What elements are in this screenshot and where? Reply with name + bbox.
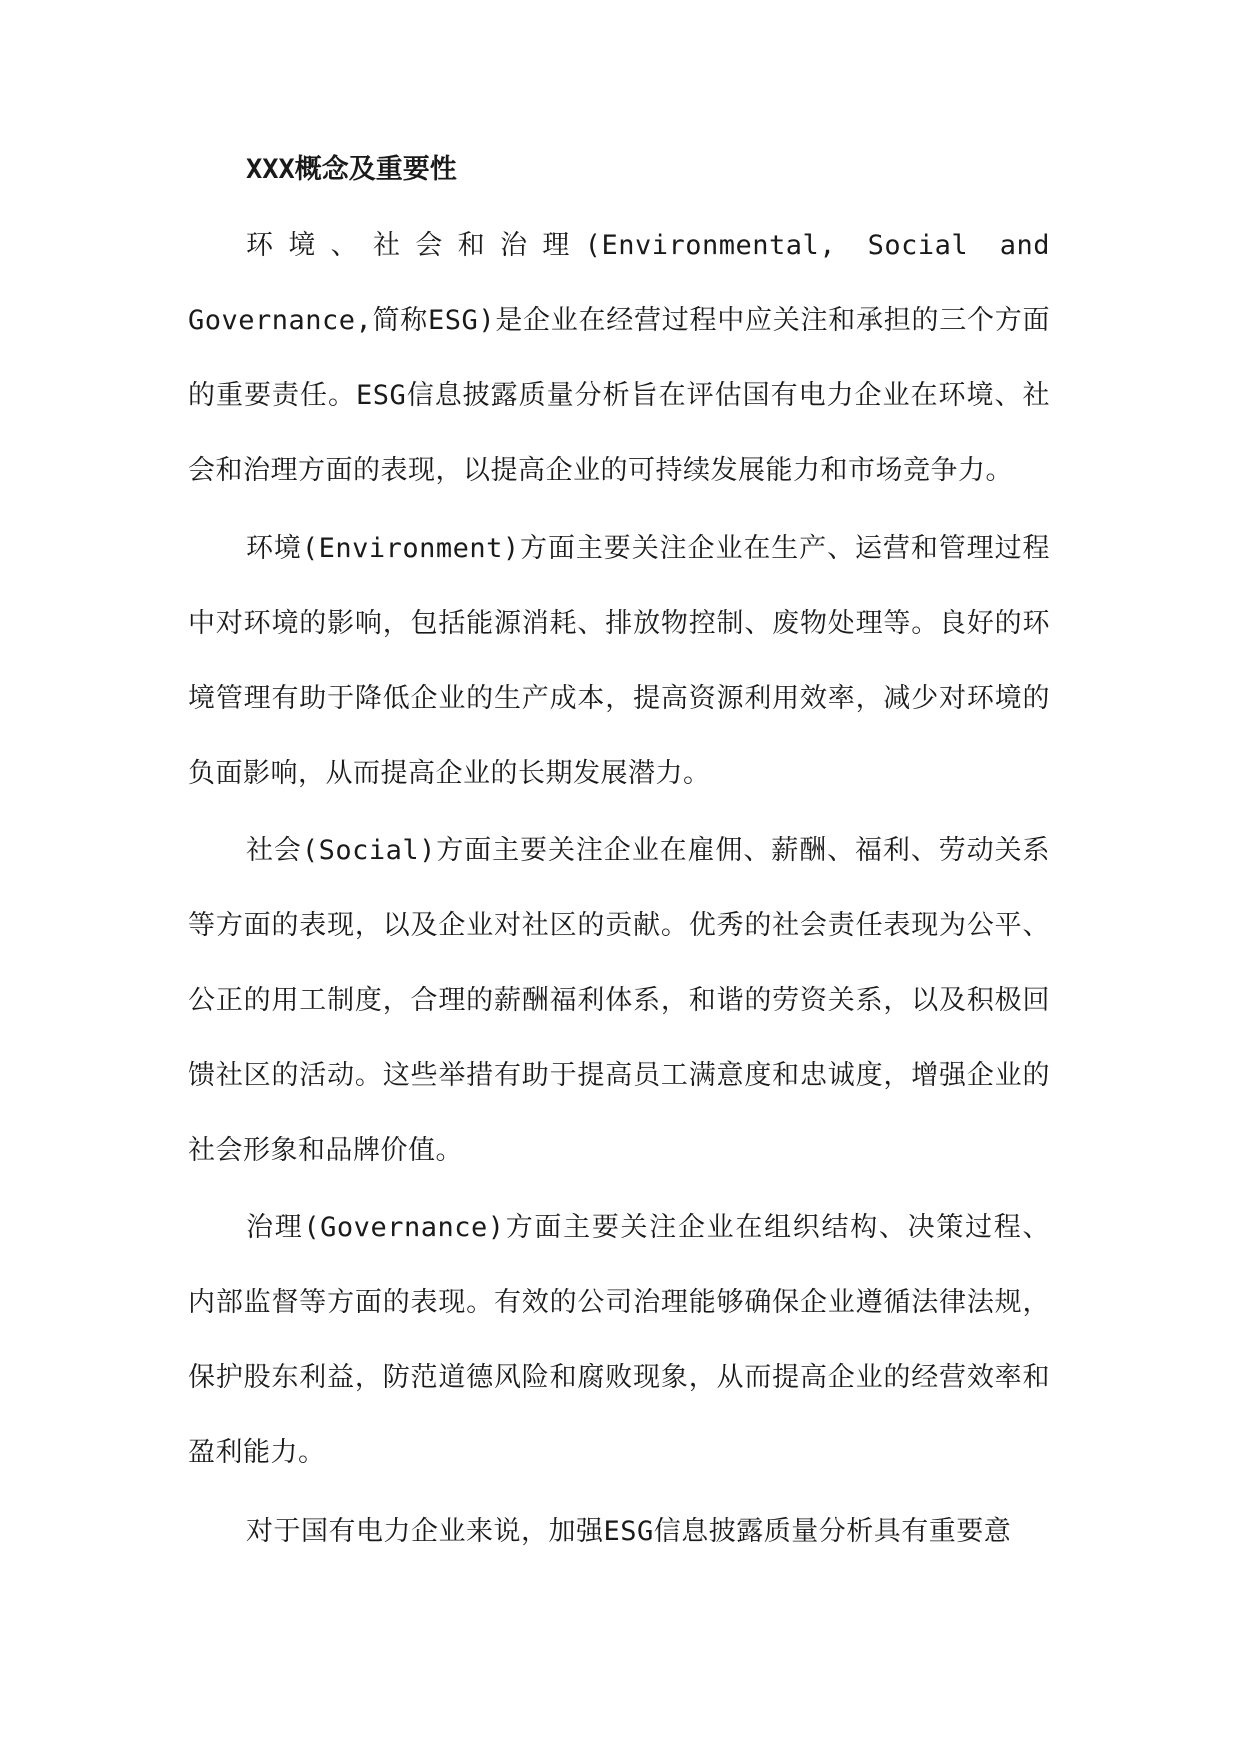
- paragraph-esg-definition: 环境、社会和治理(Environmental, Social and Governance,简称ESG)是企业在经营过程中应关注和承担的三个方面的重要责任。ESG信息披露质量分析旨在评估国有电力企业在环境、社会和治理方面的表现，以提高企业的可持续发展能力和市场竞争力。: [188, 230, 1050, 486]
- section-heading: XXX概念及重要性: [246, 154, 457, 185]
- paragraph-state-owned-power: 对于国有电力企业来说，加强ESG信息披露质量分析具有重要意: [246, 1516, 1012, 1547]
- paragraph-social: 社会(Social)方面主要关注企业在雇佣、薪酬、福利、劳动关系等方面的表现，以及企业对社区的贡献。优秀的社会责任表现为公平、公正的用工制度，合理的薪酬福利体系，和谐的劳资关系，以及积极回馈社区的活动。这些举措有助于提高员工满意度和忠诚度，增强企业的社会形象和品牌价值。: [188, 835, 1050, 1166]
- paragraph-governance: 治理(Governance)方面主要关注企业在组织结构、决策过程、内部监督等方面的表现。有效的公司治理能够确保企业遵循法律法规，保护股东利益，防范道德风险和腐败现象，从而提高企业的经营效率和盈利能力。: [188, 1212, 1050, 1468]
- paragraph-environment: 环境(Environment)方面主要关注企业在生产、运营和管理过程中对环境的影响，包括能源消耗、排放物控制、废物处理等。良好的环境管理有助于降低企业的生产成本，提高资源利用效率，减少对环境的负面影响，从而提高企业的长期发展潜力。: [188, 533, 1050, 789]
